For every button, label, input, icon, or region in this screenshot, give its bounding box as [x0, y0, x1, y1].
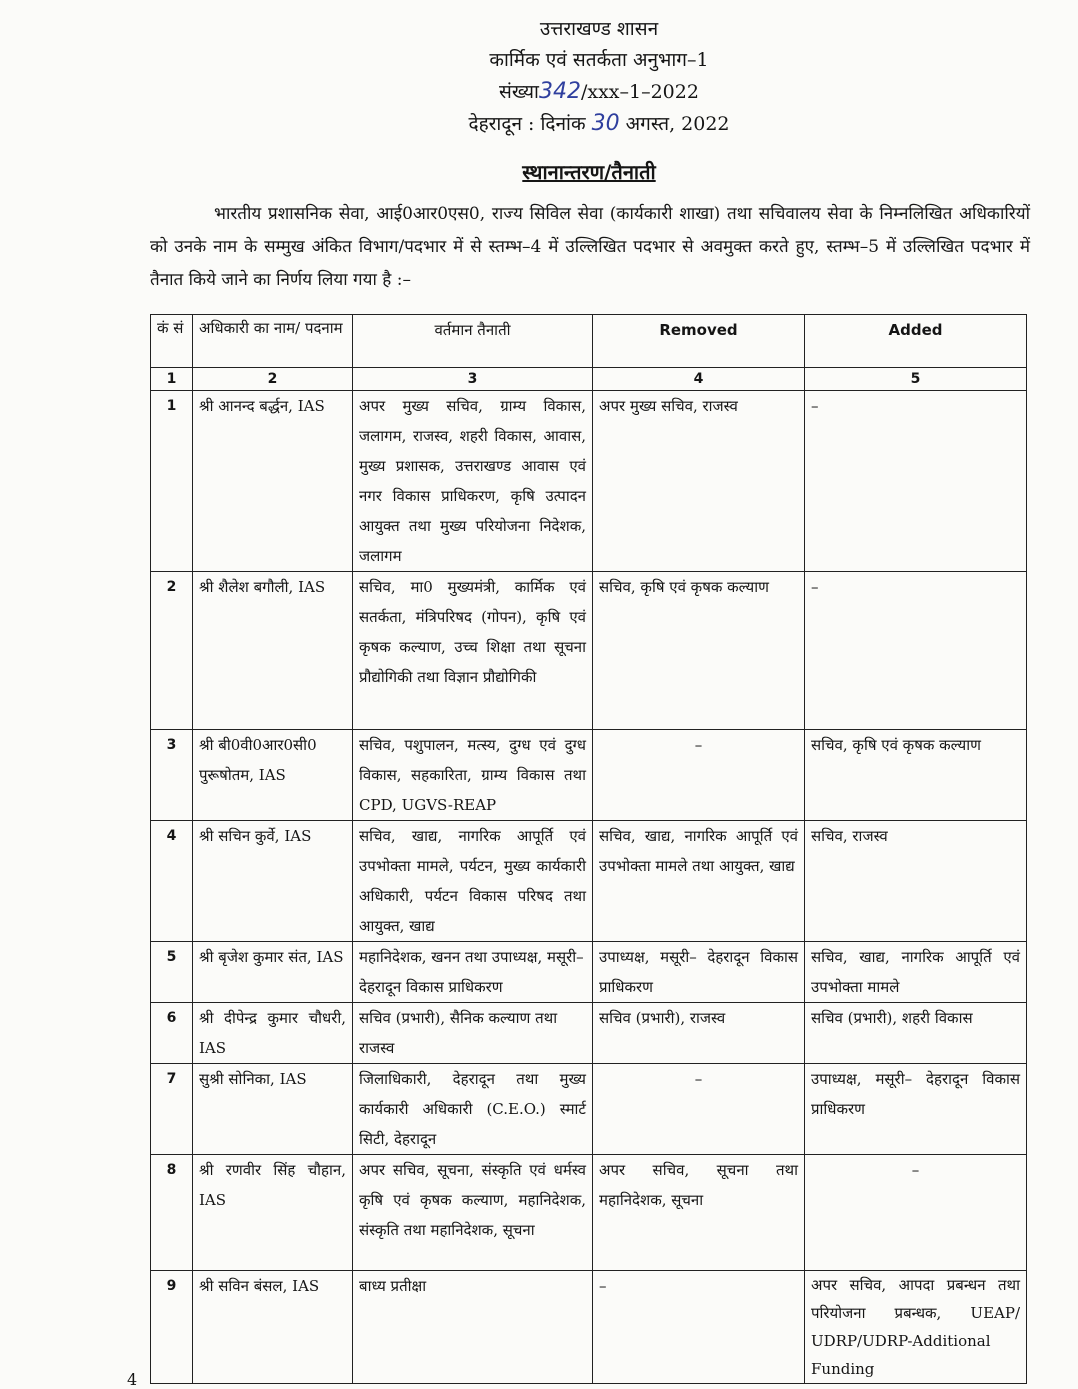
- added-posting: सचिव, खाद्य, नागरिक आपूर्ति एवं उपभोक्ता मामले: [805, 942, 1027, 1003]
- row-sno: 3: [151, 730, 193, 821]
- row-sno: 8: [151, 1155, 193, 1271]
- removed-posting: सचिव, कृषि एवं कृषक कल्याण: [593, 572, 805, 730]
- current-posting: महानिदेशक, खनन तथा उपाध्यक्ष, मसूरी–देहरादून विकास प्राधिकरण: [353, 942, 593, 1003]
- letter-header: [0, 14, 1078, 140]
- removed-posting: अपर मुख्य सचिव, राजस्व: [593, 391, 805, 572]
- added-posting: –: [805, 391, 1027, 572]
- officer-name: श्री बृजेश कुमार संत, IAS: [193, 942, 353, 1003]
- table-row: [151, 1003, 1027, 1064]
- col-number: 5: [805, 368, 1027, 391]
- officer-name: श्री सचिन कुर्वे, IAS: [193, 821, 353, 942]
- page-mark: 4: [127, 1370, 138, 1389]
- current-posting: सचिव, पशुपालन, मत्स्य, दुग्ध एवं दुग्ध विकास, सहकारिता, ग्राम्य विकास तथा CPD, UGVS-REAP: [353, 730, 593, 821]
- header-current: वर्तमान तैनाती: [353, 315, 593, 368]
- officer-name: श्री रणवीर सिंह चौहान, IAS: [193, 1155, 353, 1271]
- officer-name: श्री सविन बंसल, IAS: [193, 1271, 353, 1384]
- officer-name: श्री शैलेश बगौली, IAS: [193, 572, 353, 730]
- row-sno: 7: [151, 1064, 193, 1155]
- current-posting: सचिव, खाद्य, नागरिक आपूर्ति एवं उपभोक्ता मामले, पर्यटन, मुख्य कार्यकारी अधिकारी, पर्यटन विकास परिषद तथा आयुक्त, खाद्य: [353, 821, 593, 942]
- table-row: [151, 730, 1027, 821]
- transfer-table: [150, 314, 1027, 1384]
- intro-paragraph: भारतीय प्रशासनिक सेवा, आई0आर0एस0, राज्य सिविल सेवा (कार्यकारी शाखा) तथा सचिवालय सेवा के निम्नलिखित अधिकारियों को उनके नाम के सम्मुख अंकित विभाग/पदभार में से स्तम्भ–4 में उल्लिखित पदभार से अवमुक्त करते हुए, स्तम्भ–5 में उल्लिखित पदभार में तैनात किये जाने का निर्णय लिया गया है :–: [150, 204, 1030, 290]
- col-number: 3: [353, 368, 593, 391]
- current-posting: सचिव, मा0 मुख्यमंत्री, कार्मिक एवं सतर्कता, मंत्रिपरिषद (गोपन), कृषि एवं कृषक कल्याण, उच्च शिक्षा तथा सूचना प्रौद्योगिकी तथा विज्ञान प्रौद्योगिकी: [353, 572, 593, 730]
- row-sno: 1: [151, 391, 193, 572]
- removed-posting: –: [593, 730, 805, 821]
- removed-posting: सचिव, खाद्य, नागरिक आपूर्ति एवं उपभोक्ता मामले तथा आयुक्त, खाद्य: [593, 821, 805, 942]
- table-row: [151, 1064, 1027, 1155]
- removed-posting: सचिव (प्रभारी), राजस्व: [593, 1003, 805, 1064]
- table-row: [151, 572, 1027, 730]
- current-posting: जिलाधिकारी, देहरादून तथा मुख्य कार्यकारी अधिकारी (C.E.O.) स्मार्ट सिटी, देहरादून: [353, 1064, 593, 1155]
- added-posting: सचिव (प्रभारी), शहरी विकास: [805, 1003, 1027, 1064]
- department-name: कार्मिक एवं सतर्कता अनुभाग–1: [489, 49, 709, 71]
- header-sno: कं सं: [151, 315, 193, 368]
- table-row: [151, 942, 1027, 1003]
- header-name: अधिकारी का नाम/ पदनाम: [193, 315, 353, 368]
- current-posting: बाध्य प्रतीक्षा: [353, 1271, 593, 1384]
- table-row: [151, 1271, 1027, 1384]
- added-posting: सचिव, राजस्व: [805, 821, 1027, 942]
- handwritten-date: 30: [591, 111, 620, 136]
- row-sno: 2: [151, 572, 193, 730]
- officer-name: श्री आनन्द बर्द्धन, IAS: [193, 391, 353, 572]
- current-posting: सचिव (प्रभारी), सैनिक कल्याण तथा राजस्व: [353, 1003, 593, 1064]
- added-posting: उपाध्यक्ष, मसूरी– देहरादून विकास प्राधिकरण: [805, 1064, 1027, 1155]
- removed-posting: अपर सचिव, सूचना तथा महानिदेशक, सूचना: [593, 1155, 805, 1271]
- govt-name: उत्तराखण्ड शासन: [539, 18, 659, 40]
- removed-posting: –: [593, 1271, 805, 1384]
- row-sno: 5: [151, 942, 193, 1003]
- column-number-row: [151, 368, 1027, 391]
- officer-name: सुश्री सोनिका, IAS: [193, 1064, 353, 1155]
- row-sno: 9: [151, 1271, 193, 1384]
- added-posting: –: [805, 572, 1027, 730]
- col-number: 4: [593, 368, 805, 391]
- letter-date: देहरादून : दिनांक 30 अगस्त, 2022: [468, 111, 730, 136]
- subject-heading: स्थानान्तरण/तैनाती: [522, 160, 656, 184]
- col-number: 2: [193, 368, 353, 391]
- table-row: [151, 391, 1027, 572]
- removed-posting: –: [593, 1064, 805, 1155]
- removed-posting: उपाध्यक्ष, मसूरी– देहरादून विकास प्राधिकरण: [593, 942, 805, 1003]
- table-row: [151, 821, 1027, 942]
- officer-name: श्री दीपेन्द्र कुमार चौधरी, IAS: [193, 1003, 353, 1064]
- current-posting: अपर सचिव, सूचना, संस्कृति एवं धर्मस्व कृषि एवं कृषक कल्याण, महानिदेशक, संस्कृति तथा महानिदेशक, सूचना: [353, 1155, 593, 1271]
- header-removed: Removed: [593, 315, 805, 368]
- current-posting: अपर मुख्य सचिव, ग्राम्य विकास, जलागम, राजस्व, शहरी विकास, आवास, मुख्य प्रशासक, उत्तराखण्ड आवास एवं नगर विकास प्राधिकरण, कृषि उत्पादन आयुक्त तथा मुख्य परियोजना निदेशक, जलागम: [353, 391, 593, 572]
- officer-name: श्री बी0वी0आर0सी0 पुरूषोतम, IAS: [193, 730, 353, 821]
- col-number: 1: [151, 368, 193, 391]
- row-sno: 4: [151, 821, 193, 942]
- table-header-row: [151, 315, 1027, 368]
- table-row: [151, 1155, 1027, 1271]
- added-posting: सचिव, कृषि एवं कृषक कल्याण: [805, 730, 1027, 821]
- handwritten-number: 342: [538, 79, 581, 104]
- row-sno: 6: [151, 1003, 193, 1064]
- added-posting: अपर सचिव, आपदा प्रबन्धन तथा परियोजना प्रबन्धक, UEAP/ UDRP/UDRP-Additional Funding: [805, 1271, 1027, 1384]
- header-added: Added: [805, 315, 1027, 368]
- added-posting: –: [805, 1155, 1027, 1271]
- letter-number: संख्या342/xxx–1–2022: [499, 79, 699, 104]
